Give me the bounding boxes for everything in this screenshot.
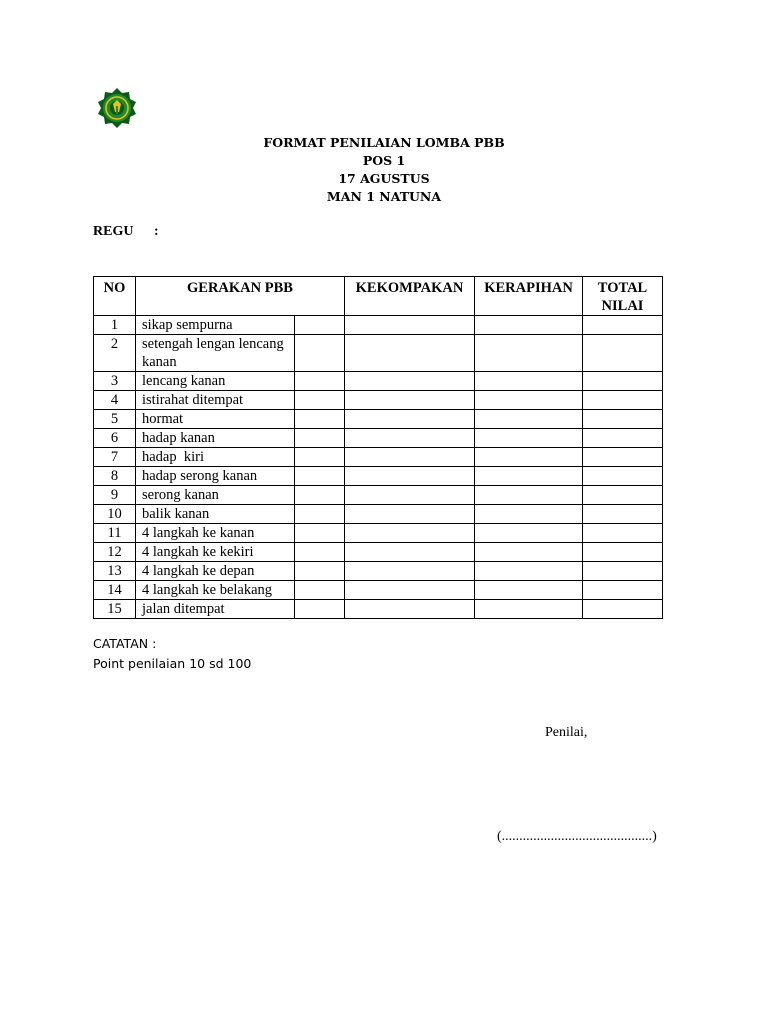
table-row bbox=[94, 372, 663, 391]
total-cell[interactable] bbox=[583, 316, 663, 335]
kerapihan-cell[interactable] bbox=[475, 448, 583, 467]
header-no: NO bbox=[94, 277, 136, 316]
kerapihan-cell[interactable] bbox=[475, 335, 583, 372]
table-row bbox=[94, 581, 663, 600]
kekompakan-cell[interactable] bbox=[345, 543, 475, 562]
row-number: 15 bbox=[94, 600, 136, 619]
blank-cell[interactable] bbox=[295, 391, 345, 410]
table-row bbox=[94, 448, 663, 467]
blank-cell[interactable] bbox=[295, 429, 345, 448]
row-gerakan: 4 langkah ke kekiri bbox=[136, 543, 295, 562]
scoring-table bbox=[93, 276, 663, 619]
blank-cell[interactable] bbox=[295, 581, 345, 600]
kerapihan-cell[interactable] bbox=[475, 600, 583, 619]
row-gerakan: hadap kanan bbox=[136, 429, 295, 448]
row-gerakan: istirahat ditempat bbox=[136, 391, 295, 410]
kerapihan-cell[interactable] bbox=[475, 467, 583, 486]
kekompakan-cell[interactable] bbox=[345, 581, 475, 600]
row-gerakan: setengah lengan lencang kanan bbox=[136, 335, 295, 372]
row-number: 10 bbox=[94, 505, 136, 524]
row-number: 2 bbox=[94, 335, 136, 372]
table-row bbox=[94, 543, 663, 562]
table-row bbox=[94, 505, 663, 524]
row-gerakan: 4 langkah ke belakang bbox=[136, 581, 295, 600]
signature-label: Penilai, bbox=[545, 725, 588, 740]
total-cell[interactable] bbox=[583, 335, 663, 372]
row-gerakan: sikap sempurna bbox=[136, 316, 295, 335]
kekompakan-cell[interactable] bbox=[345, 448, 475, 467]
kekompakan-cell[interactable] bbox=[345, 391, 475, 410]
blank-cell[interactable] bbox=[295, 467, 345, 486]
row-gerakan: 4 langkah ke kanan bbox=[136, 524, 295, 543]
kerapihan-cell[interactable] bbox=[475, 543, 583, 562]
total-cell[interactable] bbox=[583, 505, 663, 524]
blank-cell[interactable] bbox=[295, 524, 345, 543]
total-cell[interactable] bbox=[583, 391, 663, 410]
kekompakan-cell[interactable] bbox=[345, 410, 475, 429]
blank-cell[interactable] bbox=[295, 486, 345, 505]
row-gerakan: hadap kiri bbox=[136, 448, 295, 467]
kekompakan-cell[interactable] bbox=[345, 467, 475, 486]
total-cell[interactable] bbox=[583, 562, 663, 581]
kerapihan-cell[interactable] bbox=[475, 486, 583, 505]
row-number: 5 bbox=[94, 410, 136, 429]
kekompakan-cell[interactable] bbox=[345, 562, 475, 581]
row-gerakan: balik kanan bbox=[136, 505, 295, 524]
row-gerakan: hadap serong kanan bbox=[136, 467, 295, 486]
kekompakan-cell[interactable] bbox=[345, 429, 475, 448]
row-number: 8 bbox=[94, 467, 136, 486]
row-gerakan: jalan ditempat bbox=[136, 600, 295, 619]
table-row bbox=[94, 316, 663, 335]
kekompakan-cell[interactable] bbox=[345, 524, 475, 543]
total-cell[interactable] bbox=[583, 581, 663, 600]
kekompakan-cell[interactable] bbox=[345, 316, 475, 335]
total-cell[interactable] bbox=[583, 429, 663, 448]
kerapihan-cell[interactable] bbox=[475, 429, 583, 448]
kerapihan-cell[interactable] bbox=[475, 505, 583, 524]
total-cell[interactable] bbox=[583, 486, 663, 505]
kerapihan-cell[interactable] bbox=[475, 562, 583, 581]
post-label: POS 1 bbox=[362, 153, 406, 168]
total-cell[interactable] bbox=[583, 448, 663, 467]
blank-cell[interactable] bbox=[295, 600, 345, 619]
kekompakan-cell[interactable] bbox=[345, 335, 475, 372]
table-row bbox=[94, 562, 663, 581]
blank-cell[interactable] bbox=[295, 316, 345, 335]
table-row bbox=[94, 600, 663, 619]
header-gerakan: GERAKAN PBB bbox=[136, 277, 345, 316]
document-title: FORMAT PENILAIAN LOMBA PBB bbox=[263, 135, 505, 150]
blank-cell[interactable] bbox=[295, 448, 345, 467]
table-row bbox=[94, 467, 663, 486]
row-number: 12 bbox=[94, 543, 136, 562]
kerapihan-cell[interactable] bbox=[475, 391, 583, 410]
row-gerakan: serong kanan bbox=[136, 486, 295, 505]
row-number: 14 bbox=[94, 581, 136, 600]
event-date: 17 AGUSTUS bbox=[338, 171, 430, 186]
row-number: 1 bbox=[94, 316, 136, 335]
blank-cell[interactable] bbox=[295, 562, 345, 581]
total-cell[interactable] bbox=[583, 600, 663, 619]
table-row bbox=[94, 391, 663, 410]
kerapihan-cell[interactable] bbox=[475, 581, 583, 600]
kerapihan-cell[interactable] bbox=[475, 372, 583, 391]
blank-cell[interactable] bbox=[295, 543, 345, 562]
kerapihan-cell[interactable] bbox=[475, 316, 583, 335]
blank-cell[interactable] bbox=[295, 372, 345, 391]
total-cell[interactable] bbox=[583, 410, 663, 429]
total-cell[interactable] bbox=[583, 467, 663, 486]
notes-label: CATATAN : bbox=[93, 636, 157, 651]
blank-cell[interactable] bbox=[295, 505, 345, 524]
blank-cell[interactable] bbox=[295, 335, 345, 372]
school-name: MAN 1 NATUNA bbox=[326, 189, 442, 204]
kekompakan-cell[interactable] bbox=[345, 600, 475, 619]
blank-cell[interactable] bbox=[295, 410, 345, 429]
notes-text: Point penilaian 10 sd 100 bbox=[93, 656, 252, 671]
row-number: 11 bbox=[94, 524, 136, 543]
row-number: 3 bbox=[94, 372, 136, 391]
kekompakan-cell[interactable] bbox=[345, 486, 475, 505]
row-gerakan: lencang kanan bbox=[136, 372, 295, 391]
header-kerapihan: KERAPIHAN bbox=[475, 277, 583, 316]
header-total: TOTAL NILAI bbox=[583, 277, 663, 316]
school-emblem-icon bbox=[94, 87, 140, 129]
row-number: 6 bbox=[94, 429, 136, 448]
row-number: 9 bbox=[94, 486, 136, 505]
row-gerakan: 4 langkah ke depan bbox=[136, 562, 295, 581]
table-header-row bbox=[94, 277, 663, 316]
regu-label: REGU bbox=[93, 224, 134, 239]
signature-placeholder: (...........................................) bbox=[497, 829, 657, 844]
total-cell[interactable] bbox=[583, 524, 663, 543]
total-cell[interactable] bbox=[583, 543, 663, 562]
regu-colon: : bbox=[154, 224, 159, 239]
kekompakan-cell[interactable] bbox=[345, 372, 475, 391]
table-row bbox=[94, 524, 663, 543]
header-kekompakan: KEKOMPAKAN bbox=[345, 277, 475, 316]
row-number: 7 bbox=[94, 448, 136, 467]
row-number: 13 bbox=[94, 562, 136, 581]
kerapihan-cell[interactable] bbox=[475, 410, 583, 429]
table-row bbox=[94, 335, 663, 372]
table-row bbox=[94, 486, 663, 505]
row-number: 4 bbox=[94, 391, 136, 410]
row-gerakan: hormat bbox=[136, 410, 295, 429]
kekompakan-cell[interactable] bbox=[345, 505, 475, 524]
kerapihan-cell[interactable] bbox=[475, 524, 583, 543]
table-row bbox=[94, 429, 663, 448]
total-cell[interactable] bbox=[583, 372, 663, 391]
regu-field bbox=[93, 224, 159, 240]
table-row bbox=[94, 410, 663, 429]
